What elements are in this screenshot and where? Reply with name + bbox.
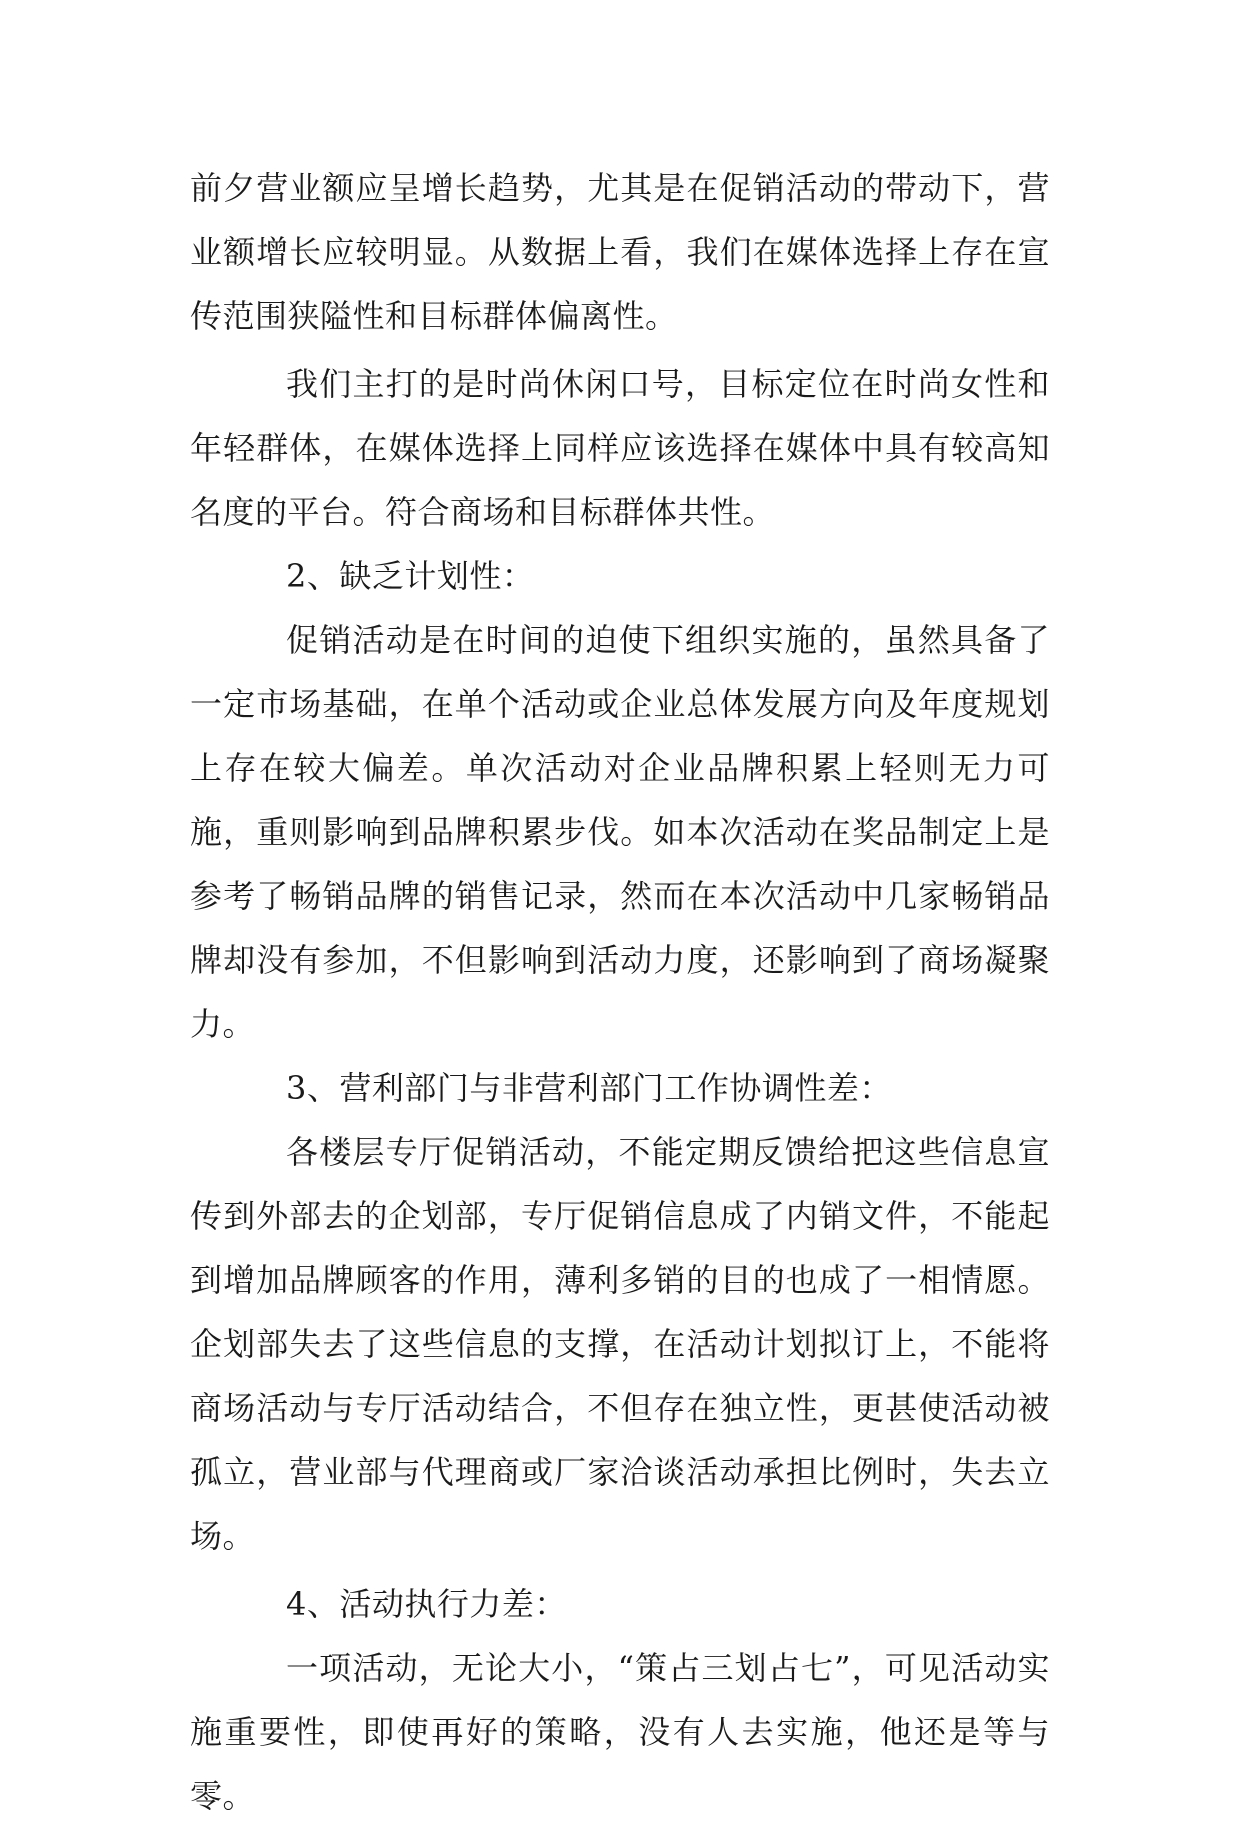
heading-department-coordination: 3、营利部门与非营利部门工作协调性差： xyxy=(286,1069,892,1107)
document-body xyxy=(190,156,1050,1828)
heading-lack-of-planning: 2、缺乏计划性： xyxy=(286,557,535,595)
paragraph-planning: 促销活动是在时间的迫使下组织实施的，虽然具备了一定市场基础，在单个活动或企业总体发展方向及年度规划上存在较大偏差。单次活动对企业品牌积累上轻则无力可施，重则影响到品牌积累步伐。如本次活动在奖品制定上是参考了畅销品牌的销售记录，然而在本次活动中几家畅销品牌却没有参加，不但影响到活动力度，还影响到了商场凝聚力。 xyxy=(190,621,1050,1043)
heading-execution: 4、活动执行力差： xyxy=(286,1585,567,1623)
paragraph-positioning: 我们主打的是时尚休闲口号，目标定位在时尚女性和年轻群体，在媒体选择上同样应该选择在媒体中具有较高知名度的平台。符合商场和目标群体共性。 xyxy=(190,365,1050,531)
paragraph-coordination: 各楼层专厅促销活动，不能定期反馈给把这些信息宣传到外部去的企划部，专厅促销信息成了内销文件，不能起到增加品牌顾客的作用，薄利多销的目的也成了一相情愿。企划部失去了这些信息的支撑，在活动计划拟订上，不能将商场活动与专厅活动结合，不但存在独立性，更甚使活动被孤立，营业部与代理商或厂家洽谈活动承担比例时，失去立场。 xyxy=(190,1133,1050,1555)
paragraph-media-analysis: 前夕营业额应呈增长趋势，尤其是在促销活动的带动下，营业额增长应较明显。从数据上看，我们在媒体选择上存在宣传范围狭隘性和目标群体偏离性。 xyxy=(190,169,1050,335)
paragraph-execution: 一项活动，无论大小，“策占三划占七”，可见活动实施重要性，即使再好的策略，没有人去实施，他还是等与零。 xyxy=(190,1649,1050,1815)
